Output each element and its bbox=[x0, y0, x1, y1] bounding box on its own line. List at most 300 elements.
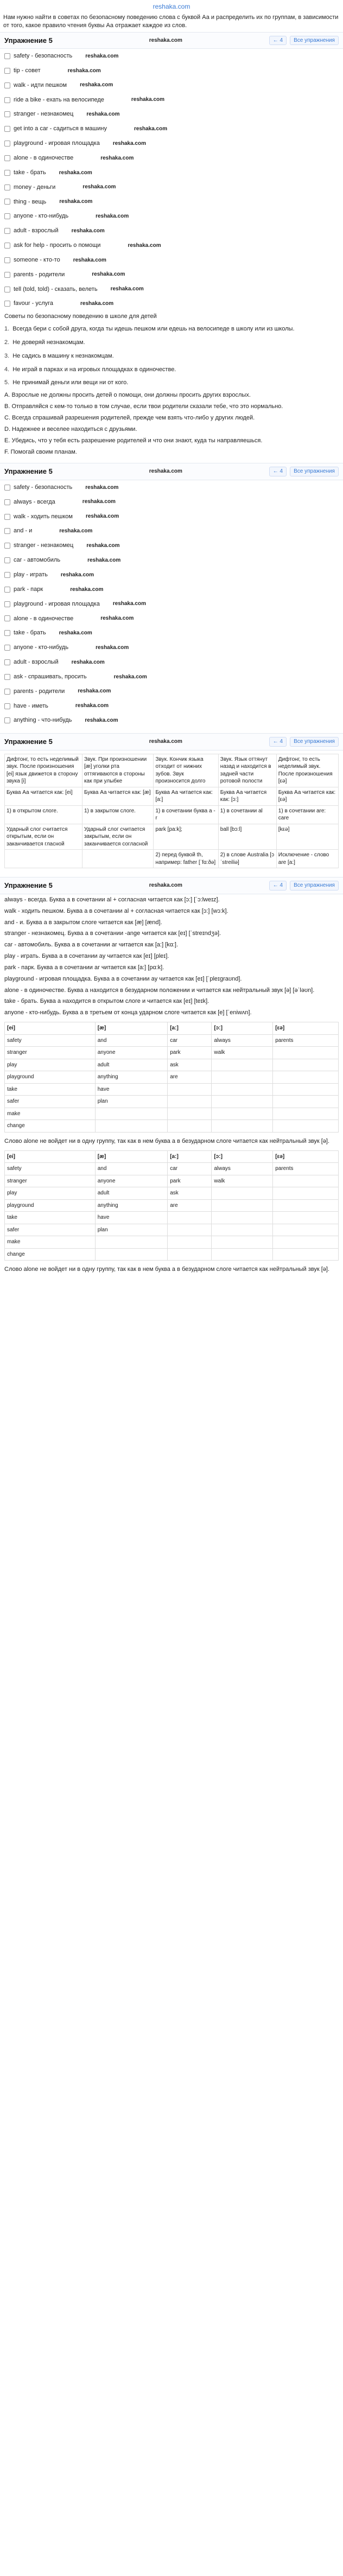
table-cell: take bbox=[5, 1083, 96, 1096]
checkbox-icon[interactable] bbox=[4, 630, 10, 636]
rule-number: 3. bbox=[4, 352, 10, 359]
watermark: reshaka.com bbox=[112, 140, 146, 147]
table-row bbox=[5, 1071, 339, 1084]
table-row bbox=[5, 850, 339, 868]
table-cell bbox=[212, 1224, 273, 1236]
rule-text: Всегда бери с собой друга, когда ты идешь пешком или едешь на велосипеде в школу или из школы. bbox=[12, 326, 295, 333]
advice-paragraph: С. Всегда спрашивай разрешения родителей, прежде чем взять что-либо у других людей. bbox=[4, 415, 255, 422]
table-cell: play bbox=[5, 1187, 96, 1200]
table-cell bbox=[273, 1120, 339, 1133]
table-row bbox=[5, 1108, 339, 1120]
sound-table-2 bbox=[4, 1150, 339, 1261]
table-cell bbox=[95, 1236, 167, 1249]
exercise-1-word-list bbox=[0, 49, 343, 311]
word-item bbox=[0, 538, 343, 553]
table-cell: Звук. Язык оттянут назад и находится в задней части ротовой полости bbox=[218, 754, 276, 787]
table-cell: have bbox=[95, 1212, 167, 1224]
rule-text: Не доверяй незнакомцам. bbox=[12, 339, 85, 346]
watermark: reshaka.com bbox=[85, 484, 119, 491]
table-cell: parents bbox=[273, 1034, 339, 1047]
word-item bbox=[0, 296, 343, 311]
watermark: reshaka.com bbox=[71, 659, 105, 665]
word-text: anyone - кто-нибудь bbox=[14, 644, 69, 651]
word-text: someone - кто-то bbox=[14, 256, 60, 263]
table-cell: Дифтонг, то есть неделимый звук. После произношения [ei] язык движется в сторону звука [i] bbox=[5, 754, 82, 787]
column-header: [æ] bbox=[95, 1150, 167, 1163]
advice-paragraph: F. Помогай своим планам. bbox=[4, 448, 77, 455]
all-exercises-button[interactable]: Все упражнения bbox=[290, 467, 339, 476]
exercise-nav bbox=[269, 737, 339, 747]
table-cell: safer bbox=[5, 1224, 96, 1236]
word-text: stranger - незнакомец bbox=[14, 542, 74, 549]
watermark: reshaka.com bbox=[92, 271, 125, 278]
word-text: ask - спрашивать, просить bbox=[14, 673, 87, 680]
table-cell: park [pa:k]; bbox=[154, 824, 218, 850]
table-cell: 2) в слове Australia [ɔˈstreiliə] bbox=[218, 850, 276, 868]
table-cell: adult bbox=[95, 1187, 167, 1200]
exercise-3-header bbox=[0, 733, 343, 750]
table-cell: are bbox=[168, 1071, 212, 1084]
table-row bbox=[5, 1047, 339, 1059]
word-text: stranger - незнакомец bbox=[14, 111, 74, 118]
table-cell: walk bbox=[212, 1175, 273, 1187]
table-row bbox=[5, 754, 339, 787]
column-header: [æ] bbox=[95, 1022, 167, 1035]
word-item bbox=[0, 699, 343, 714]
watermark: reshaka.com bbox=[82, 184, 116, 190]
table-cell: plan bbox=[95, 1224, 167, 1236]
table-row bbox=[5, 1083, 339, 1096]
table-cell: are bbox=[168, 1199, 212, 1212]
note-2: Слово alone не войдет ни в одну группу, так как в нем буква a в безударном слоге читается как нейтральный звук [ə]. bbox=[4, 1266, 330, 1273]
watermark: reshaka.com bbox=[87, 557, 121, 563]
site-link[interactable]: reshaka.com bbox=[153, 3, 190, 10]
word-item bbox=[0, 655, 343, 670]
word-item bbox=[0, 136, 343, 151]
table-cell: play bbox=[5, 1059, 96, 1071]
table-cell bbox=[168, 1108, 212, 1120]
table-row bbox=[5, 1236, 339, 1249]
checkbox-icon[interactable] bbox=[4, 272, 10, 278]
table-cell bbox=[168, 1083, 212, 1096]
word-text: tell (told, told) - сказать, велеть bbox=[14, 285, 98, 292]
watermark: reshaka.com bbox=[112, 601, 146, 607]
table-cell: 1) в сочетании are: care bbox=[276, 805, 338, 824]
checkbox-icon[interactable] bbox=[4, 287, 10, 292]
table-cell bbox=[273, 1047, 339, 1059]
word-item bbox=[0, 626, 343, 640]
checkbox-icon[interactable] bbox=[4, 97, 10, 103]
column-header: [εə] bbox=[273, 1022, 339, 1035]
checkbox-icon[interactable] bbox=[4, 528, 10, 534]
word-text: thing - вещь bbox=[14, 198, 47, 205]
table-cell bbox=[212, 1083, 273, 1096]
column-header: [ɔ:] bbox=[212, 1150, 273, 1163]
watermark: reshaka.com bbox=[149, 37, 182, 43]
advice-paragraphs bbox=[0, 390, 343, 457]
table-cell: 1) в сочетании буква a - r bbox=[154, 805, 218, 824]
table-cell bbox=[212, 1236, 273, 1249]
table-cell: safety bbox=[5, 1034, 96, 1047]
table-cell: plan bbox=[95, 1096, 167, 1108]
table-cell bbox=[168, 1224, 212, 1236]
table-cell: 1) в открытом слоге. bbox=[5, 805, 82, 824]
table-cell bbox=[212, 1108, 273, 1120]
explanation-item: walk - ходить пешком. Буква a в сочетании al + согласная читается как [ɔ:] [wɔ:k]. bbox=[4, 907, 228, 914]
exercise-nav bbox=[269, 36, 339, 46]
table-cell: always bbox=[212, 1034, 273, 1047]
table-cell: Буква Аа читается как: [a:] bbox=[154, 787, 218, 805]
table-cell bbox=[168, 1096, 212, 1108]
checkbox-icon[interactable] bbox=[4, 170, 10, 176]
word-item bbox=[0, 713, 343, 728]
table-cell: anyone bbox=[95, 1047, 167, 1059]
all-exercises-button[interactable]: Все упражнения bbox=[290, 36, 339, 46]
word-item bbox=[0, 166, 343, 180]
watermark: reshaka.com bbox=[110, 286, 144, 292]
table-cell: Буква Аа читается как: [εə] bbox=[276, 787, 338, 805]
exercise-4-header bbox=[0, 877, 343, 894]
table-row bbox=[5, 824, 339, 850]
word-item bbox=[0, 612, 343, 626]
checkbox-icon[interactable] bbox=[4, 587, 10, 593]
sound-table-1-block bbox=[0, 1019, 343, 1136]
sound-table-1 bbox=[4, 1022, 339, 1133]
word-text: tip - совет bbox=[14, 67, 41, 74]
table-cell: [kεə] bbox=[276, 824, 338, 850]
word-text: safety - безопасность bbox=[14, 484, 73, 491]
exercise-title: Упражнение 5 bbox=[4, 36, 53, 44]
table-cell: ask bbox=[168, 1059, 212, 1071]
table-cell: Буква Аа читается как: [ɔ:] bbox=[218, 787, 276, 805]
table-cell bbox=[168, 1236, 212, 1249]
table-cell bbox=[95, 1248, 167, 1261]
word-item bbox=[0, 253, 343, 268]
prev-exercise-button[interactable]: ← 4 bbox=[269, 881, 287, 891]
checkbox-icon[interactable] bbox=[4, 601, 10, 607]
table-cell bbox=[273, 1212, 339, 1224]
word-item bbox=[0, 224, 343, 238]
exercise-title: Упражнение 5 bbox=[4, 467, 53, 476]
checkbox-icon[interactable] bbox=[4, 257, 10, 263]
word-text: walk - идти пешком bbox=[14, 81, 67, 88]
table-cell: playground bbox=[5, 1199, 96, 1212]
table-cell: adult bbox=[95, 1059, 167, 1071]
word-item bbox=[0, 93, 343, 107]
explanation-item: play - играть. Буква a в сочетании ay читается как [eɪ] [pleɪ]. bbox=[4, 953, 169, 960]
checkbox-icon[interactable] bbox=[4, 68, 10, 74]
table-cell bbox=[273, 1108, 339, 1120]
advice-rule bbox=[4, 336, 339, 349]
table-cell bbox=[212, 1071, 273, 1084]
watermark: reshaka.com bbox=[113, 673, 147, 680]
rule-number: 2. bbox=[4, 339, 10, 346]
table-cell: car bbox=[168, 1034, 212, 1047]
prev-exercise-button[interactable]: ← 4 bbox=[269, 737, 287, 747]
watermark: reshaka.com bbox=[75, 703, 109, 709]
table-cell: stranger bbox=[5, 1047, 96, 1059]
watermark: reshaka.com bbox=[149, 882, 182, 889]
table-cell bbox=[168, 1120, 212, 1133]
word-text: take - брать bbox=[14, 169, 46, 176]
watermark: reshaka.com bbox=[86, 111, 120, 118]
word-text: safety - безопасность bbox=[14, 53, 73, 60]
advice-rule bbox=[4, 349, 339, 363]
table-cell bbox=[273, 1248, 339, 1261]
word-item bbox=[0, 510, 343, 524]
checkbox-icon[interactable] bbox=[4, 111, 10, 117]
word-text: adult - взрослый bbox=[14, 659, 59, 666]
table-cell: anything bbox=[95, 1071, 167, 1084]
rule-number: 4. bbox=[4, 366, 10, 373]
table-cell: change bbox=[5, 1248, 96, 1261]
phonetics-table bbox=[4, 754, 339, 869]
table-cell: safety bbox=[5, 1163, 96, 1175]
watermark: reshaka.com bbox=[82, 499, 116, 505]
advice-paragraph: Е. Убедись, что у тебя есть разрешение родителей и что они знают, куда ты направляешься. bbox=[4, 437, 263, 444]
word-text: ask for help - просить о помощи bbox=[14, 242, 101, 249]
table-header-row bbox=[5, 1150, 339, 1163]
word-item bbox=[0, 480, 343, 495]
table-cell bbox=[273, 1071, 339, 1084]
table-cell: ball [bɔ:l] bbox=[218, 824, 276, 850]
word-item bbox=[0, 122, 343, 136]
advice-paragraph: D. Надежнее и веселее находиться с друзьями. bbox=[4, 425, 137, 432]
checkbox-icon[interactable] bbox=[4, 141, 10, 147]
rule-text: Не играй в парках и на игровых площадках в одиночестве. bbox=[12, 366, 176, 373]
column-header: [ei] bbox=[5, 1150, 96, 1163]
word-text: take - брать bbox=[14, 629, 46, 637]
word-item bbox=[0, 238, 343, 253]
watermark: reshaka.com bbox=[59, 169, 92, 176]
column-header: [ɔ:] bbox=[212, 1022, 273, 1035]
explanation-item: always - всегда. Буква a в сочетании al + согласная читается как [ɔ:] [ˈɔ:lweɪz]. bbox=[4, 896, 220, 903]
table-cell bbox=[212, 1096, 273, 1108]
checkbox-icon[interactable] bbox=[4, 645, 10, 651]
explanation-list bbox=[0, 894, 343, 1019]
all-exercises-button[interactable]: Все упражнения bbox=[290, 881, 339, 891]
word-item bbox=[0, 151, 343, 166]
table-cell bbox=[273, 1083, 339, 1096]
checkbox-icon[interactable] bbox=[4, 243, 10, 249]
explanation-item: take - брать. Буква a находится в открытом слоге и читается как [eɪ] [teɪk]. bbox=[4, 998, 209, 1005]
table-cell bbox=[212, 1212, 273, 1224]
word-text: play - играть bbox=[14, 571, 48, 578]
word-text: favour - услуга bbox=[14, 300, 54, 307]
exercise-nav bbox=[269, 881, 339, 891]
watermark: reshaka.com bbox=[96, 644, 129, 651]
checkbox-icon[interactable] bbox=[4, 659, 10, 665]
word-item bbox=[0, 180, 343, 195]
table-cell bbox=[95, 1120, 167, 1133]
word-item bbox=[0, 670, 343, 684]
table-cell bbox=[273, 1236, 339, 1249]
table-cell: Ударный слог считается открытым, если он заканчивается гласной bbox=[5, 824, 82, 850]
table-row bbox=[5, 1248, 339, 1261]
word-item bbox=[0, 597, 343, 612]
table-cell: safer bbox=[5, 1096, 96, 1108]
table-cell: car bbox=[168, 1163, 212, 1175]
table-cell: and bbox=[95, 1163, 167, 1175]
table-row bbox=[5, 1212, 339, 1224]
word-text: and - и bbox=[14, 527, 33, 535]
table-cell bbox=[212, 1120, 273, 1133]
word-text: always - всегда bbox=[14, 498, 55, 505]
advice-rule bbox=[4, 322, 339, 336]
watermark: reshaka.com bbox=[85, 53, 119, 59]
word-text: adult - взрослый bbox=[14, 227, 59, 234]
watermark: reshaka.com bbox=[70, 586, 104, 593]
word-item bbox=[0, 195, 343, 209]
checkbox-icon[interactable] bbox=[4, 53, 10, 59]
watermark: reshaka.com bbox=[100, 615, 134, 622]
advice-paragraph: В. Отправляйся с кем-то только в том случае, если твои родители сказали тебе, что это нормально. bbox=[4, 403, 283, 410]
watermark: reshaka.com bbox=[96, 213, 129, 220]
word-item bbox=[0, 282, 343, 297]
table-cell bbox=[212, 1199, 273, 1212]
table-row bbox=[5, 1120, 339, 1133]
word-text: parents - родители bbox=[14, 271, 65, 278]
table-cell: always bbox=[212, 1163, 273, 1175]
table-cell: have bbox=[95, 1083, 167, 1096]
watermark: reshaka.com bbox=[80, 301, 114, 307]
watermark: reshaka.com bbox=[71, 227, 105, 234]
advice-rule bbox=[4, 376, 339, 390]
exercise-title: Упражнение 5 bbox=[4, 737, 53, 746]
word-text: alone - в одиночестве bbox=[14, 154, 74, 161]
checkbox-icon[interactable] bbox=[4, 572, 10, 578]
table-cell bbox=[82, 850, 154, 868]
table-row bbox=[5, 805, 339, 824]
column-header: [a:] bbox=[168, 1022, 212, 1035]
checkbox-icon[interactable] bbox=[4, 557, 10, 563]
word-text: park - парк bbox=[14, 586, 43, 593]
prev-exercise-button[interactable]: ← 4 bbox=[269, 467, 287, 476]
checkbox-icon[interactable] bbox=[4, 543, 10, 549]
table-cell: stranger bbox=[5, 1175, 96, 1187]
checkbox-icon[interactable] bbox=[4, 689, 10, 695]
table-cell: Дифтонг, то есть неделимый звук. После произношения [εə] bbox=[276, 754, 338, 787]
word-text: alone - в одиночестве bbox=[14, 615, 74, 622]
table-row bbox=[5, 1059, 339, 1071]
phonetics-table-block bbox=[0, 750, 343, 872]
word-item bbox=[0, 49, 343, 63]
checkbox-icon[interactable] bbox=[4, 717, 10, 723]
watermark: reshaka.com bbox=[59, 199, 93, 205]
table-cell bbox=[273, 1096, 339, 1108]
checkbox-icon[interactable] bbox=[4, 185, 10, 190]
explanation-item: anyone - кто-нибудь. Буква a в третьем от конца ударном слоге читается как [e] [ˈeniwʌn]. bbox=[4, 1009, 252, 1016]
watermark: reshaka.com bbox=[149, 739, 182, 745]
table-cell bbox=[95, 1108, 167, 1120]
word-item bbox=[0, 63, 343, 78]
word-text: walk - ходить пешком bbox=[14, 513, 73, 520]
word-text: playground - игровая площадка bbox=[14, 140, 100, 147]
checkbox-icon[interactable] bbox=[4, 213, 10, 219]
table-cell: 2) перед буквой th, например: father [ˈfɑ:ðə] bbox=[154, 850, 218, 868]
watermark: reshaka.com bbox=[149, 468, 182, 475]
table-cell bbox=[273, 1175, 339, 1187]
watermark: reshaka.com bbox=[67, 67, 101, 74]
checkbox-icon[interactable] bbox=[4, 199, 10, 205]
watermark: reshaka.com bbox=[85, 717, 118, 724]
word-text: get into a car - садиться в машину bbox=[14, 125, 107, 132]
table-cell: 1) в закрытом слоге. bbox=[82, 805, 154, 824]
checkbox-icon[interactable] bbox=[4, 499, 10, 505]
word-item bbox=[0, 524, 343, 538]
checkbox-icon[interactable] bbox=[4, 485, 10, 491]
word-item bbox=[0, 568, 343, 582]
word-item bbox=[0, 582, 343, 597]
exercise-1-header bbox=[0, 32, 343, 49]
table-row bbox=[5, 1224, 339, 1236]
checkbox-icon[interactable] bbox=[4, 82, 10, 88]
table-cell bbox=[5, 850, 82, 868]
column-header: [ei] bbox=[5, 1022, 96, 1035]
all-exercises-button[interactable]: Все упражнения bbox=[290, 737, 339, 747]
table-row bbox=[5, 1034, 339, 1047]
checkbox-icon[interactable] bbox=[4, 514, 10, 520]
word-text: car - автомобиль bbox=[14, 557, 61, 564]
column-header: [εə] bbox=[273, 1150, 339, 1163]
word-text: money - деньги bbox=[14, 183, 56, 190]
table-cell: change bbox=[5, 1120, 96, 1133]
watermark: reshaka.com bbox=[86, 542, 120, 549]
checkbox-icon[interactable] bbox=[4, 674, 10, 680]
table-cell: playground bbox=[5, 1071, 96, 1084]
checkbox-icon[interactable] bbox=[4, 615, 10, 621]
table-cell: take bbox=[5, 1212, 96, 1224]
watermark: reshaka.com bbox=[60, 571, 94, 578]
table-cell bbox=[212, 1248, 273, 1261]
table-row bbox=[5, 1187, 339, 1200]
table-cell bbox=[168, 1248, 212, 1261]
table-row bbox=[5, 1096, 339, 1108]
exercise-2-word-list bbox=[0, 480, 343, 728]
table-row bbox=[5, 1199, 339, 1212]
prev-exercise-button[interactable]: ← 4 bbox=[269, 36, 287, 46]
advice-title: Советы по безопасному поведению в школе для детей bbox=[4, 313, 157, 320]
exercise-title: Упражнение 5 bbox=[4, 881, 53, 890]
word-item bbox=[0, 640, 343, 655]
table-cell: park bbox=[168, 1175, 212, 1187]
checkbox-icon[interactable] bbox=[4, 228, 10, 234]
explanation-item: and - и. Буква a в закрытом слоге читается как [æ] [ænd]. bbox=[4, 919, 162, 926]
table-header-row bbox=[5, 1022, 339, 1035]
checkbox-icon[interactable] bbox=[4, 155, 10, 161]
table-cell bbox=[212, 1059, 273, 1071]
table-cell: anything bbox=[95, 1199, 167, 1212]
table-cell: anyone bbox=[95, 1175, 167, 1187]
checkbox-icon[interactable] bbox=[4, 301, 10, 307]
watermark: reshaka.com bbox=[59, 630, 92, 637]
table-cell: make bbox=[5, 1108, 96, 1120]
watermark: reshaka.com bbox=[85, 513, 119, 520]
explanation-item: car - автомобиль. Буква a в сочетании ar читается как [a:] [kɑ:]. bbox=[4, 942, 179, 949]
table-cell bbox=[212, 1187, 273, 1200]
checkbox-icon[interactable] bbox=[4, 126, 10, 132]
word-text: anything - что-нибудь bbox=[14, 717, 72, 724]
checkbox-icon[interactable] bbox=[4, 703, 10, 709]
word-item bbox=[0, 78, 343, 93]
table-cell: park bbox=[168, 1047, 212, 1059]
table-cell: ask bbox=[168, 1187, 212, 1200]
table-cell: and bbox=[95, 1034, 167, 1047]
word-text: have - иметь bbox=[14, 702, 48, 709]
word-item bbox=[0, 268, 343, 282]
advice-rule bbox=[4, 363, 339, 377]
sound-table-2-block bbox=[0, 1147, 343, 1264]
